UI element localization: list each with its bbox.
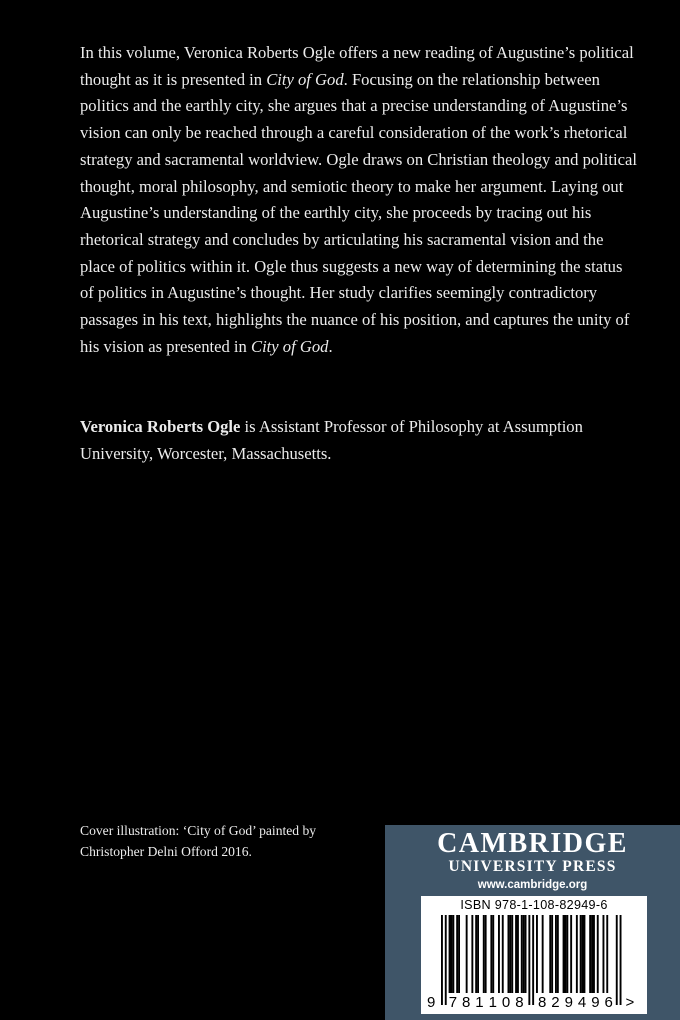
barcode-bar: [606, 915, 608, 993]
barcode-bar: [528, 915, 530, 1005]
author-bio-text: is Assistant Professor of Philosophy at Assumption University, Worcester, Massachusetts.: [80, 417, 583, 463]
barcode-bar: [566, 915, 568, 993]
barcode-bar: [471, 915, 473, 993]
blurb-paragraph: [80, 40, 640, 360]
barcode-bar: [458, 915, 460, 993]
barcode-digit: 6: [604, 994, 613, 1011]
barcode-bar: [449, 915, 451, 993]
barcode-bar: [508, 915, 510, 993]
barcode-bar: [532, 915, 534, 1005]
publisher-url: www.cambridge.org: [477, 879, 588, 891]
barcode-bar: [490, 915, 492, 993]
barcode-bar: [517, 915, 519, 993]
barcode-bar: [563, 915, 565, 993]
barcode-bar: [576, 915, 578, 993]
barcode-bar: [466, 915, 468, 993]
publisher-panel: [385, 825, 680, 1020]
blurb-part-1: In this volume, Veronica Roberts Ogle offers a new reading of Augustine’s political thought as it is presented in: [80, 43, 634, 89]
barcode-bar: [589, 915, 591, 993]
blurb-part-2: . Focusing on the relationship between politics and the earthly city, she argues that a precise understanding of Augustine’s vision can only be reached through a careful consideration of the work’s rhetorical strategy and sacramental worldview. Ogle draws on Christian theology and political thought, moral philosophy, and semiotic theory to make her argument. Laying out Augustine’s understanding of the earthly city, she proceeds by tracing out his rhetorical strategy and concludes by articulating his sacramental vision and the place of politics within it. Ogle thus suggests a new way of determining the status of politics in Augustine’s thought. Her study clarifies seemingly contradictory passages in his text, highlights the nuance of his position, and captures the unity of his vision as presented in: [80, 69, 637, 356]
barcode-bar: [483, 915, 485, 993]
barcode-digit: 4: [577, 994, 587, 1011]
barcode-bar: [452, 915, 454, 993]
barcode-bar: [591, 915, 593, 993]
barcode-bar: [475, 915, 477, 993]
barcode-bar: [597, 915, 599, 993]
barcode-bar: [445, 915, 447, 1005]
barcode-bar: [515, 915, 517, 993]
barcode-digit: 0: [501, 994, 511, 1011]
barcode-bar: [620, 915, 622, 1005]
barcode-digit: 2: [551, 994, 560, 1011]
isbn-label: ISBN 978-1-108-82949-6: [460, 898, 608, 912]
barcode-bar: [536, 915, 538, 993]
barcode-bar: [603, 915, 605, 993]
barcode-bar: [549, 915, 551, 993]
barcode-digit: 9: [564, 994, 573, 1011]
barcode-bar: [509, 915, 511, 993]
barcode-bar: [551, 915, 553, 993]
barcode-digit: 9: [591, 994, 600, 1011]
barcode-digit: 8: [538, 994, 547, 1011]
barcode-bar: [498, 915, 500, 993]
barcode-bar: [456, 915, 458, 993]
barcode-bar: [502, 915, 504, 993]
barcode-digit: 1: [475, 994, 484, 1011]
barcode-bar: [584, 915, 586, 993]
publisher-name: CAMBRIDGE: [437, 828, 628, 859]
barcode-bar: [477, 915, 479, 993]
barcode-digit: >: [625, 994, 635, 1011]
barcode-digits: [421, 993, 647, 1013]
barcode-box: [421, 896, 647, 1014]
blurb-title-1: City of God: [266, 69, 344, 89]
barcode-bar: [565, 915, 567, 993]
barcode-bar: [582, 915, 584, 993]
barcode-bar: [523, 915, 525, 993]
barcode-digit: 1: [488, 994, 497, 1011]
barcode-bar: [485, 915, 487, 993]
blurb-title-2: City of God: [251, 336, 329, 356]
barcode-bar: [492, 915, 494, 993]
author-name: Veronica Roberts Ogle: [80, 417, 241, 436]
barcode-bar: [521, 915, 523, 993]
barcode-bar: [451, 915, 453, 993]
bio-paragraph: [80, 414, 640, 467]
barcode-bar: [525, 915, 527, 993]
barcode-bar: [542, 915, 544, 993]
barcode-bar: [441, 915, 443, 1005]
author-bio: [80, 414, 640, 467]
barcode-digit: 7: [448, 994, 458, 1011]
cover-credit: Cover illustration: ‘City of God’ painted by Christopher Delni Offord 2016.: [80, 823, 317, 859]
barcode-bar: [557, 915, 559, 993]
barcode-bar: [570, 915, 572, 993]
barcode-bar: [555, 915, 557, 993]
barcode-bar: [511, 915, 513, 993]
publisher-subtitle: UNIVERSITY PRESS: [448, 858, 617, 875]
barcode-digit: 8: [515, 994, 524, 1011]
book-blurb: [80, 40, 640, 360]
barcode-digit: 9: [427, 994, 436, 1011]
barcode-bar: [616, 915, 618, 1005]
barcode-bar: [580, 915, 582, 993]
barcode-digit: 8: [462, 994, 471, 1011]
blurb-part-3: .: [328, 336, 333, 356]
barcode-bar: [593, 915, 595, 993]
